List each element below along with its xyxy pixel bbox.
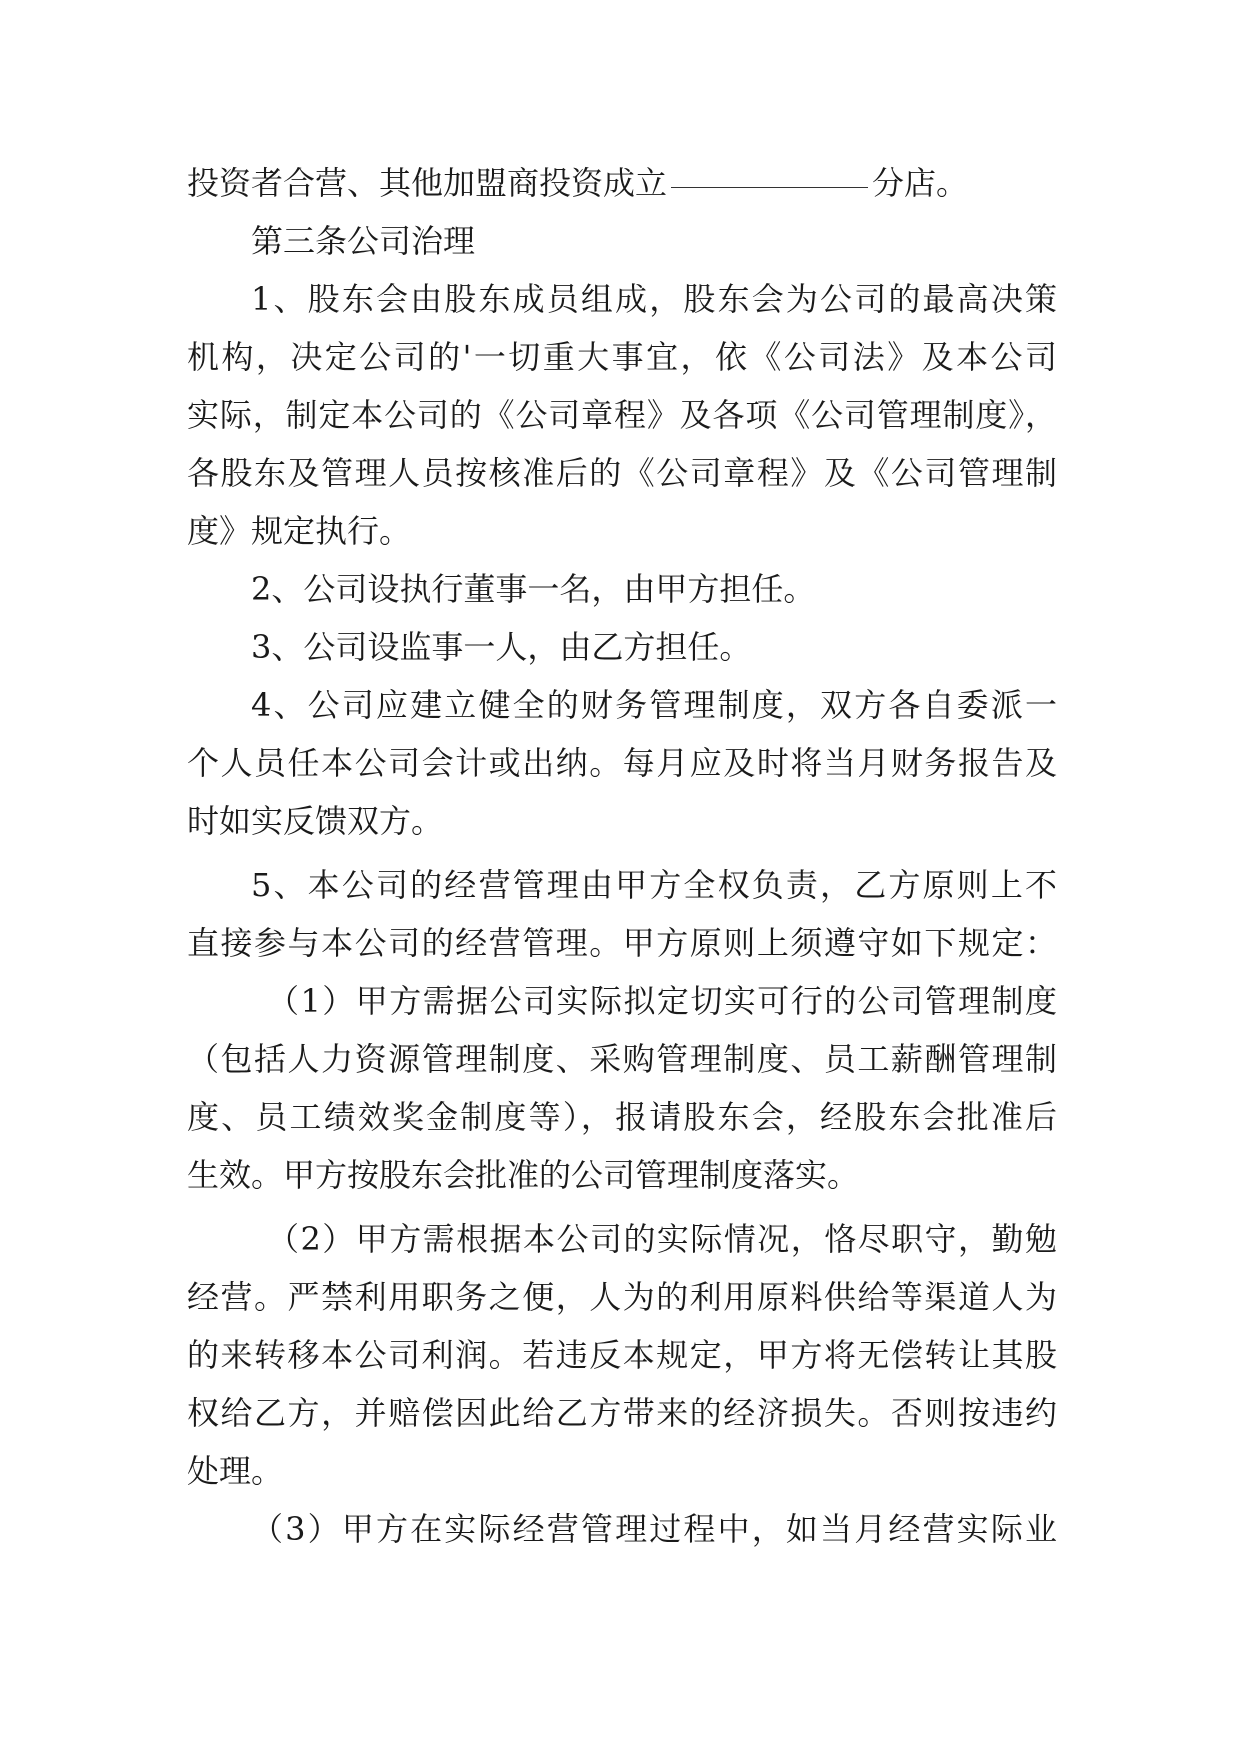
paragraph-line: 生效。甲方按股东会批准的公司管理制度落实。 xyxy=(187,1156,860,1194)
paragraph-line: 直接参与本公司的经营管理。甲方原则上须遵守如下规定： xyxy=(187,924,1057,962)
paragraph-line: 权给乙方，并赔偿因此给乙方带来的经济损失。否则按违约 xyxy=(187,1394,1057,1432)
paragraph-line: 的来转移本公司利润。若违反本规定，甲方将无偿转让其股 xyxy=(187,1336,1057,1374)
document-body xyxy=(187,154,1057,1558)
text-segment: 投资者合营、其他加盟商投资成立 xyxy=(187,164,668,202)
section-heading: 第三条公司治理 xyxy=(251,222,476,260)
paragraph-line: 5、本公司的经营管理由甲方全权负责，乙方原则上不 xyxy=(251,866,1057,904)
paragraph-line: 个人员任本公司会计或出纳。每月应及时将当月财务报告及 xyxy=(187,744,1057,782)
paragraph-line xyxy=(187,154,1057,212)
paragraph-line: 各股东及管理人员按核准后的《公司章程》及《公司管理制 xyxy=(187,454,1057,492)
paragraph-line: 3、公司设监事一人，由乙方担任。 xyxy=(251,628,752,666)
text-segment: 分店。 xyxy=(872,164,969,202)
paragraph-line: 时如实反馈双方。 xyxy=(187,802,444,840)
fill-in-blank xyxy=(671,186,868,188)
paragraph-line: （1）甲方需据公司实际拟定切实可行的公司管理制度 xyxy=(267,982,1057,1020)
paragraph-line: 经营。严禁利用职务之便，人为的利用原料供给等渠道人为 xyxy=(187,1278,1057,1316)
paragraph-line: （3）甲方在实际经营管理过程中，如当月经营实际业 xyxy=(251,1510,1057,1548)
paragraph-line: 处理。 xyxy=(187,1452,284,1490)
paragraph-line: 实际，制定本公司的《公司章程》及各项《公司管理制度》， xyxy=(187,396,1057,434)
paragraph-line: 1、股东会由股东成员组成，股东会为公司的最高决策 xyxy=(251,280,1057,318)
paragraph-line: 度、员工绩效奖金制度等），报请股东会，经股东会批准后 xyxy=(187,1098,1057,1136)
paragraph-line: （包括人力资源管理制度、采购管理制度、员工薪酬管理制 xyxy=(187,1040,1057,1078)
paragraph-line: 4、公司应建立健全的财务管理制度，双方各自委派一 xyxy=(251,686,1057,724)
paragraph-line: 机构，决定公司的'一切重大事宜，依《公司法》及本公司 xyxy=(187,338,1057,376)
paragraph-line: 度》规定执行。 xyxy=(187,512,412,550)
paragraph-line: 2、公司设执行董事一名，由甲方担任。 xyxy=(251,570,816,608)
paragraph-line: （2）甲方需根据本公司的实际情况，恪尽职守，勤勉 xyxy=(267,1220,1057,1258)
